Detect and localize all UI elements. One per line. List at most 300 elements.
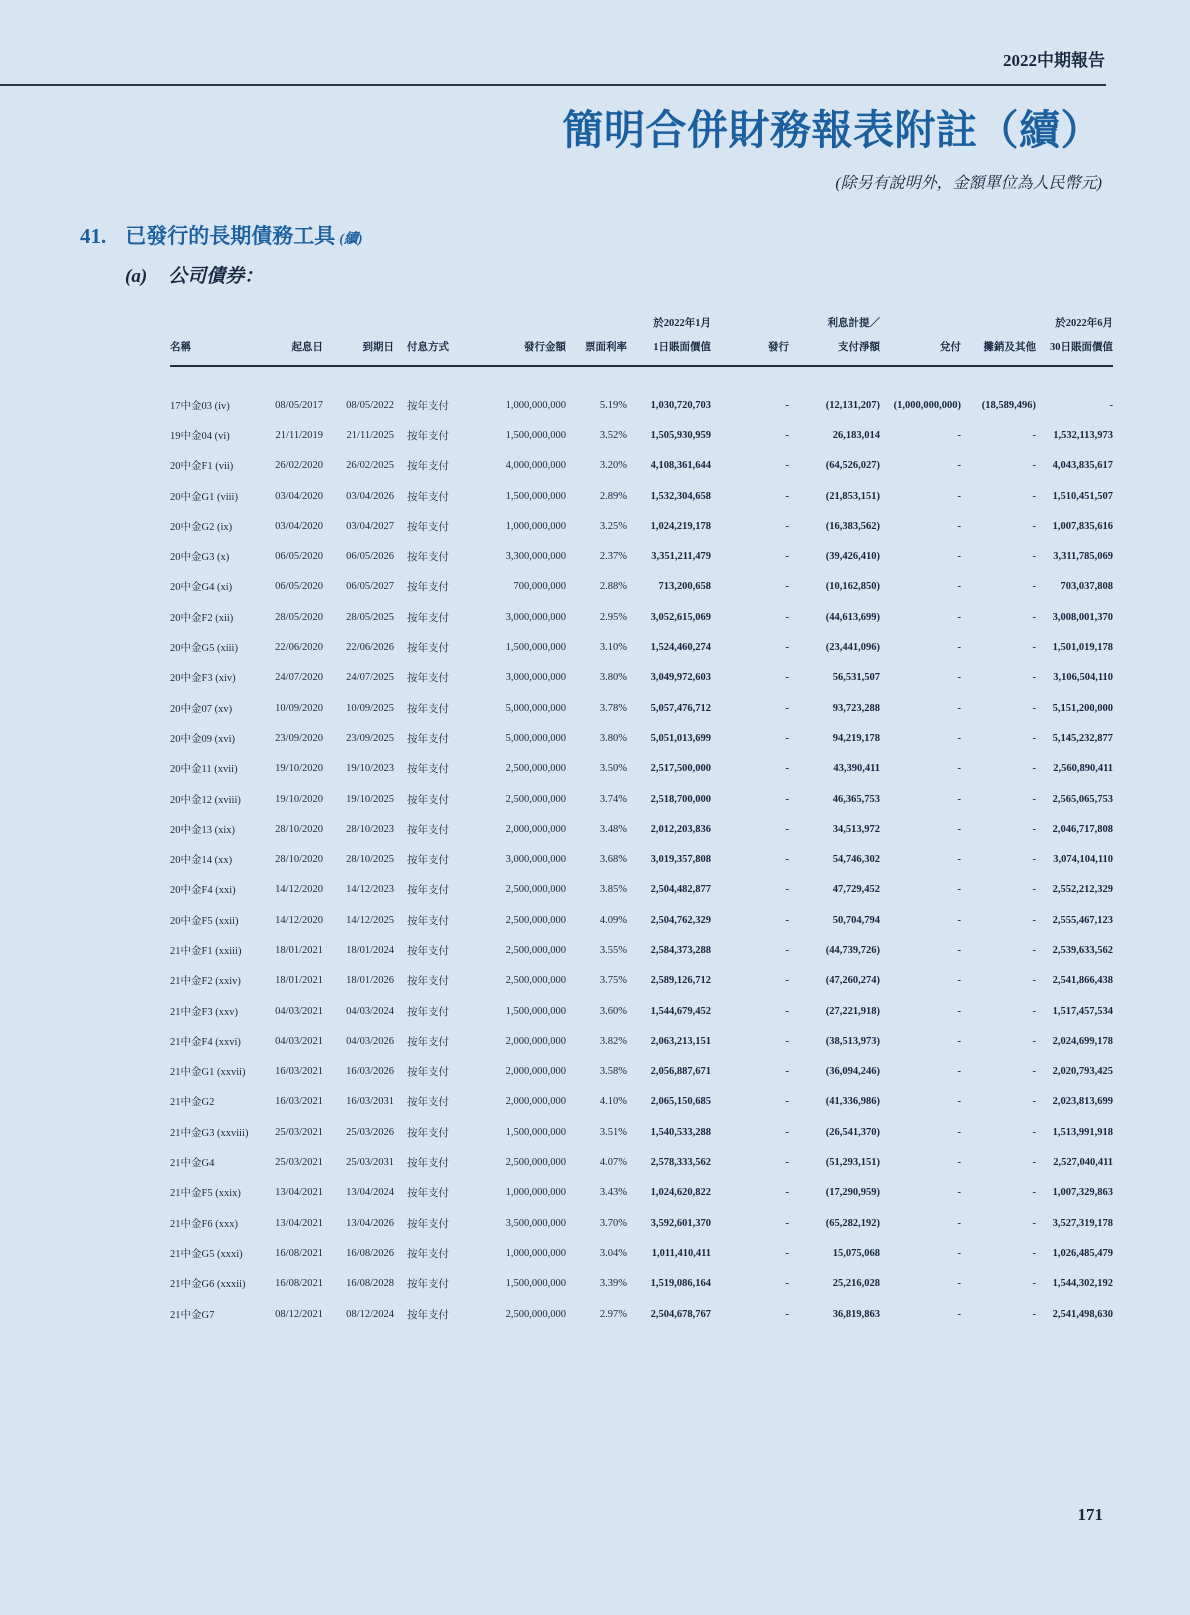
table-cell-name: 20中金G1 (viii) bbox=[170, 491, 238, 503]
table-cell-issued: - bbox=[785, 520, 789, 532]
subsection-label: (a) bbox=[125, 266, 148, 287]
table-cell-interest-net: 43,390,411 bbox=[833, 763, 880, 775]
table-cell-carrying-jan1: 1,544,679,452 bbox=[650, 1005, 711, 1017]
table-cell-redemption: - bbox=[957, 551, 961, 563]
table-cell-maturity-date: 24/07/2025 bbox=[346, 672, 394, 684]
table-row bbox=[170, 754, 1113, 784]
table-cell-carrying-jan1: 2,063,213,151 bbox=[650, 1035, 711, 1047]
table-cell-coupon-rate: 2.89% bbox=[599, 490, 627, 502]
table-cell-carrying-jun30: 2,024,699,178 bbox=[1052, 1035, 1113, 1047]
table-cell-coupon-rate: 3.85% bbox=[599, 884, 627, 896]
table-cell-interest-net: (27,221,918) bbox=[825, 1005, 880, 1017]
table-cell-start-date: 06/05/2020 bbox=[275, 581, 323, 593]
table-cell-carrying-jun30: 2,020,793,425 bbox=[1052, 1066, 1113, 1078]
table-cell-amortisation: - bbox=[1032, 460, 1036, 472]
table-cell-issued: - bbox=[785, 642, 789, 654]
page-number: 171 bbox=[1077, 1505, 1103, 1524]
table-cell-issued: - bbox=[785, 1187, 789, 1199]
table-cell-coupon-rate: 4.10% bbox=[599, 1096, 627, 1108]
table-cell-payment-method: 按年支付 bbox=[407, 945, 449, 957]
table-cell-name: 20中金14 (xx) bbox=[170, 855, 233, 867]
table-cell-interest-net: 15,075,068 bbox=[832, 1247, 880, 1259]
section-number: 41. bbox=[80, 224, 107, 248]
table-cell-issued: - bbox=[785, 551, 789, 563]
column-header-name: 名稱 bbox=[170, 312, 250, 366]
column-header-amortisation: 攤銷及其他 bbox=[961, 312, 1036, 366]
table-cell-issue-amount: 2,000,000,000 bbox=[505, 1066, 566, 1078]
table-cell-coupon-rate: 3.74% bbox=[599, 793, 627, 805]
table-cell-start-date: 23/09/2020 bbox=[275, 732, 323, 744]
table-cell-coupon-rate: 3.51% bbox=[599, 1126, 627, 1138]
table-cell-issue-amount: 1,500,000,000 bbox=[505, 642, 566, 654]
table-cell-start-date: 21/11/2019 bbox=[275, 429, 323, 441]
table-cell-payment-method: 按年支付 bbox=[407, 1036, 449, 1048]
table-cell-issued: - bbox=[785, 793, 789, 805]
page-title: 簡明合併財務報表附註（續） bbox=[562, 107, 1102, 153]
table-cell-amortisation: - bbox=[1032, 1308, 1036, 1320]
table-cell-payment-method: 按年支付 bbox=[407, 1309, 449, 1321]
table-cell-issued: - bbox=[785, 823, 789, 835]
table-cell-coupon-rate: 5.19% bbox=[599, 399, 627, 411]
table-cell-payment-method: 按年支付 bbox=[407, 612, 449, 624]
table-cell-carrying-jun30: 4,043,835,617 bbox=[1052, 460, 1113, 472]
table-cell-maturity-date: 16/08/2028 bbox=[346, 1278, 394, 1290]
table-cell-interest-net: 47,729,452 bbox=[832, 884, 880, 896]
table-cell-interest-net: (65,282,192) bbox=[825, 1217, 880, 1229]
table-cell-amortisation: - bbox=[1032, 1157, 1036, 1169]
table-row bbox=[170, 663, 1113, 693]
table-cell-issued: - bbox=[785, 1308, 789, 1320]
table-cell-redemption: - bbox=[957, 581, 961, 593]
table-cell-amortisation: - bbox=[1032, 914, 1036, 926]
table-cell-name: 21中金G5 (xxxi) bbox=[170, 1248, 243, 1260]
table-cell-issue-amount: 700,000,000 bbox=[513, 581, 566, 593]
table-cell-name: 20中金G2 (ix) bbox=[170, 521, 233, 533]
table-header bbox=[170, 312, 1113, 366]
table-cell-issued: - bbox=[785, 884, 789, 896]
table-cell-interest-net: (36,094,246) bbox=[825, 1066, 880, 1078]
table-row bbox=[170, 693, 1113, 723]
table-cell-amortisation: - bbox=[1032, 732, 1036, 744]
table-cell-maturity-date: 03/04/2026 bbox=[346, 490, 394, 502]
table-cell-payment-method: 按年支付 bbox=[407, 1006, 449, 1018]
table-cell-carrying-jan1: 713,200,658 bbox=[658, 581, 711, 593]
table-cell-carrying-jun30: 1,007,329,863 bbox=[1052, 1187, 1113, 1199]
table-cell-issued: - bbox=[785, 854, 789, 866]
table-cell-carrying-jan1: 4,108,361,644 bbox=[650, 460, 711, 472]
table-cell-maturity-date: 25/03/2031 bbox=[346, 1157, 394, 1169]
table-cell-interest-net: (16,383,562) bbox=[825, 520, 880, 532]
table-cell-payment-method: 按年支付 bbox=[407, 915, 449, 927]
table-cell-maturity-date: 13/04/2026 bbox=[346, 1217, 394, 1229]
column-header-maturity-date: 到期日 bbox=[323, 312, 394, 366]
table-cell-redemption: - bbox=[957, 702, 961, 714]
table-cell-maturity-date: 28/10/2023 bbox=[346, 823, 394, 835]
table-cell-payment-method: 按年支付 bbox=[407, 1158, 449, 1170]
table-cell-redemption: - bbox=[957, 1187, 961, 1199]
table-cell-carrying-jan1: 1,532,304,658 bbox=[650, 490, 711, 502]
table-cell-amortisation: - bbox=[1032, 611, 1036, 623]
table-cell-interest-net: 50,704,794 bbox=[832, 914, 880, 926]
table-cell-carrying-jun30: 3,527,319,178 bbox=[1052, 1217, 1113, 1229]
table-cell-redemption: - bbox=[957, 611, 961, 623]
table-cell-name: 20中金G3 (x) bbox=[170, 552, 230, 564]
table-row bbox=[170, 723, 1113, 753]
table-cell-redemption: - bbox=[957, 1247, 961, 1259]
table-cell-redemption: - bbox=[957, 944, 961, 956]
table-cell-carrying-jan1: 2,504,762,329 bbox=[650, 914, 711, 926]
table-cell-start-date: 14/12/2020 bbox=[275, 914, 323, 926]
table-cell-payment-method: 按年支付 bbox=[407, 794, 449, 806]
table-row bbox=[170, 1238, 1113, 1268]
table-cell-amortisation: - bbox=[1032, 551, 1036, 563]
table-cell-carrying-jan1: 1,540,533,288 bbox=[650, 1126, 711, 1138]
table-cell-coupon-rate: 3.58% bbox=[599, 1066, 627, 1078]
table-cell-payment-method: 按年支付 bbox=[407, 643, 449, 655]
table-row bbox=[170, 1178, 1113, 1208]
table-cell-interest-net: (64,526,027) bbox=[825, 460, 880, 472]
table-cell-carrying-jan1: 5,057,476,712 bbox=[650, 702, 711, 714]
table-cell-amortisation: - bbox=[1032, 672, 1036, 684]
table-cell-amortisation: - bbox=[1032, 1247, 1036, 1259]
table-cell-issue-amount: 1,500,000,000 bbox=[505, 1126, 566, 1138]
table-cell-coupon-rate: 4.07% bbox=[599, 1157, 627, 1169]
table-cell-coupon-rate: 3.52% bbox=[599, 429, 627, 441]
table-cell-interest-net: 25,216,028 bbox=[832, 1278, 880, 1290]
table-cell-coupon-rate: 3.10% bbox=[599, 642, 627, 654]
table-cell-payment-method: 按年支付 bbox=[407, 521, 449, 533]
table-cell-interest-net: (44,613,699) bbox=[825, 611, 880, 623]
table-cell-coupon-rate: 3.75% bbox=[599, 975, 627, 987]
table-cell-maturity-date: 14/12/2023 bbox=[346, 884, 394, 896]
table-cell-start-date: 19/10/2020 bbox=[275, 763, 323, 775]
table-cell-start-date: 28/10/2020 bbox=[275, 823, 323, 835]
table-cell-amortisation: - bbox=[1032, 642, 1036, 654]
table-row bbox=[170, 632, 1113, 662]
table-cell-coupon-rate: 3.20% bbox=[599, 460, 627, 472]
table-cell-name: 21中金G3 (xxviii) bbox=[170, 1127, 249, 1139]
table-cell-interest-net: (51,293,151) bbox=[825, 1157, 880, 1169]
table-cell-payment-method: 按年支付 bbox=[407, 582, 449, 594]
table-cell-coupon-rate: 3.78% bbox=[599, 702, 627, 714]
table-cell-carrying-jun30: 2,552,212,329 bbox=[1052, 884, 1113, 896]
table-cell-name: 20中金07 (xv) bbox=[170, 703, 233, 715]
table-cell-interest-net: (38,513,973) bbox=[825, 1035, 880, 1047]
table-cell-maturity-date: 16/03/2026 bbox=[346, 1066, 394, 1078]
table-cell-interest-net: (41,336,986) bbox=[825, 1096, 880, 1108]
table-cell-issue-amount: 2,500,000,000 bbox=[505, 763, 566, 775]
table-cell-interest-net: 54,746,302 bbox=[832, 854, 880, 866]
table-cell-issue-amount: 2,000,000,000 bbox=[505, 1035, 566, 1047]
table-cell-carrying-jun30: 1,544,302,192 bbox=[1052, 1278, 1113, 1290]
table-cell-payment-method: 按年支付 bbox=[407, 733, 449, 745]
table-cell-issue-amount: 2,500,000,000 bbox=[505, 1157, 566, 1169]
table-cell-name: 20中金11 (xvii) bbox=[170, 764, 238, 776]
header-divider bbox=[0, 84, 1106, 86]
table-cell-issue-amount: 3,300,000,000 bbox=[505, 551, 566, 563]
table-cell-payment-method: 按年支付 bbox=[407, 1097, 449, 1109]
table-cell-issue-amount: 1,500,000,000 bbox=[505, 429, 566, 441]
table-cell-amortisation: - bbox=[1032, 1278, 1036, 1290]
table-cell-start-date: 19/10/2020 bbox=[275, 793, 323, 805]
table-cell-amortisation: - bbox=[1032, 490, 1036, 502]
table-cell-issued: - bbox=[785, 490, 789, 502]
table-cell-coupon-rate: 4.09% bbox=[599, 914, 627, 926]
table-cell-carrying-jan1: 1,524,460,274 bbox=[650, 642, 711, 654]
table-row bbox=[170, 511, 1113, 541]
table-cell-carrying-jun30: 1,532,113,973 bbox=[1053, 429, 1113, 441]
table-cell-coupon-rate: 3.80% bbox=[599, 732, 627, 744]
table-cell-name: 20中金F5 (xxii) bbox=[170, 915, 239, 927]
table-cell-payment-method: 按年支付 bbox=[407, 1248, 449, 1260]
table-cell-redemption: - bbox=[957, 884, 961, 896]
table-cell-issue-amount: 2,500,000,000 bbox=[505, 884, 566, 896]
table-cell-carrying-jan1: 1,505,930,959 bbox=[650, 429, 711, 441]
table-cell-amortisation: (18,589,496) bbox=[981, 399, 1036, 411]
table-cell-issue-amount: 2,500,000,000 bbox=[505, 975, 566, 987]
table-cell-payment-method: 按年支付 bbox=[407, 400, 449, 412]
table-cell-issued: - bbox=[785, 1157, 789, 1169]
subsection-heading bbox=[125, 261, 263, 288]
table-cell-coupon-rate: 2.97% bbox=[599, 1308, 627, 1320]
table-cell-start-date: 08/12/2021 bbox=[275, 1308, 323, 1320]
table-cell-carrying-jun30: 2,527,040,411 bbox=[1053, 1157, 1113, 1169]
table-cell-issued: - bbox=[785, 1278, 789, 1290]
table-row bbox=[170, 541, 1113, 571]
table-cell-start-date: 28/05/2020 bbox=[275, 611, 323, 623]
table-cell-coupon-rate: 3.68% bbox=[599, 854, 627, 866]
column-header-carrying-jun30: 於2022年6月 30日賬面價值 bbox=[1036, 312, 1113, 366]
table-cell-issue-amount: 2,000,000,000 bbox=[505, 1096, 566, 1108]
table-cell-redemption: - bbox=[957, 763, 961, 775]
table-cell-interest-net: (26,541,370) bbox=[825, 1126, 880, 1138]
table-cell-payment-method: 按年支付 bbox=[407, 824, 449, 836]
table-cell-coupon-rate: 3.04% bbox=[599, 1247, 627, 1259]
table-cell-carrying-jan1: 5,051,013,699 bbox=[650, 732, 711, 744]
table-cell-start-date: 13/04/2021 bbox=[275, 1217, 323, 1229]
table-cell-coupon-rate: 3.43% bbox=[599, 1187, 627, 1199]
table-cell-name: 20中金G5 (xiii) bbox=[170, 643, 238, 655]
table-cell-coupon-rate: 3.82% bbox=[599, 1035, 627, 1047]
table-row bbox=[170, 481, 1113, 511]
table-cell-coupon-rate: 3.70% bbox=[599, 1217, 627, 1229]
table-cell-issue-amount: 2,500,000,000 bbox=[505, 1308, 566, 1320]
table-row bbox=[170, 451, 1113, 481]
table-cell-carrying-jan1: 2,065,150,685 bbox=[650, 1096, 711, 1108]
table-cell-redemption: - bbox=[957, 1066, 961, 1078]
table-cell-start-date: 14/12/2020 bbox=[275, 884, 323, 896]
table-cell-amortisation: - bbox=[1032, 823, 1036, 835]
report-edition-label: 2022中期報告 bbox=[1003, 51, 1105, 70]
table-cell-payment-method: 按年支付 bbox=[407, 976, 449, 988]
table-row bbox=[170, 366, 1113, 420]
table-row bbox=[170, 905, 1113, 935]
table-cell-carrying-jun30: 1,513,991,918 bbox=[1052, 1126, 1113, 1138]
table-cell-carrying-jun30: 1,517,457,534 bbox=[1052, 1005, 1113, 1017]
table-cell-interest-net: (23,441,096) bbox=[825, 642, 880, 654]
table-cell-carrying-jun30: 1,510,451,507 bbox=[1052, 490, 1113, 502]
table-cell-issue-amount: 5,000,000,000 bbox=[505, 702, 566, 714]
table-row bbox=[170, 784, 1113, 814]
table-cell-name: 21中金G2 bbox=[170, 1097, 215, 1109]
table-cell-carrying-jun30: 2,023,813,699 bbox=[1052, 1096, 1113, 1108]
table-cell-carrying-jan1: 1,024,219,178 bbox=[650, 520, 711, 532]
table-cell-maturity-date: 18/01/2024 bbox=[346, 944, 394, 956]
table-cell-carrying-jan1: 2,518,700,000 bbox=[650, 793, 711, 805]
table-cell-amortisation: - bbox=[1032, 1126, 1036, 1138]
column-header-redemption: 兌付 bbox=[880, 312, 961, 366]
table-cell-maturity-date: 25/03/2026 bbox=[346, 1126, 394, 1138]
table-cell-maturity-date: 03/04/2027 bbox=[346, 520, 394, 532]
table-cell-start-date: 08/05/2017 bbox=[275, 399, 323, 411]
table-cell-name: 20中金F2 (xii) bbox=[170, 612, 234, 624]
table-cell-maturity-date: 08/12/2024 bbox=[346, 1308, 394, 1320]
table-cell-payment-method: 按年支付 bbox=[407, 1279, 449, 1291]
table-body bbox=[170, 366, 1113, 1329]
table-cell-coupon-rate: 2.95% bbox=[599, 611, 627, 623]
table-cell-redemption: - bbox=[957, 1157, 961, 1169]
table-cell-issued: - bbox=[785, 702, 789, 714]
table-cell-carrying-jun30: 2,565,065,753 bbox=[1052, 793, 1113, 805]
table-cell-name: 20中金09 (xvi) bbox=[170, 733, 236, 745]
table-cell-carrying-jan1: 2,504,678,767 bbox=[650, 1308, 711, 1320]
table-cell-carrying-jan1: 2,584,373,288 bbox=[650, 944, 711, 956]
table-cell-carrying-jan1: 3,049,972,603 bbox=[650, 672, 711, 684]
table-cell-redemption: - bbox=[957, 823, 961, 835]
table-cell-interest-net: 34,513,972 bbox=[832, 823, 880, 835]
table-cell-maturity-date: 22/06/2026 bbox=[346, 642, 394, 654]
table-cell-issue-amount: 2,000,000,000 bbox=[505, 823, 566, 835]
table-cell-amortisation: - bbox=[1032, 581, 1036, 593]
table-cell-start-date: 18/01/2021 bbox=[275, 944, 323, 956]
table-cell-redemption: - bbox=[957, 1035, 961, 1047]
table-cell-name: 20中金F4 (xxi) bbox=[170, 885, 236, 897]
subsection-title: 公司債券： bbox=[168, 266, 264, 287]
table-row bbox=[170, 966, 1113, 996]
table-row bbox=[170, 572, 1113, 602]
column-header-issued: 發行 bbox=[711, 312, 789, 366]
table-cell-issued: - bbox=[785, 1035, 789, 1047]
table-cell-issued: - bbox=[785, 429, 789, 441]
table-cell-amortisation: - bbox=[1032, 854, 1036, 866]
table-cell-carrying-jun30: 3,074,104,110 bbox=[1053, 854, 1113, 866]
table-cell-issue-amount: 1,500,000,000 bbox=[505, 490, 566, 502]
table-cell-issue-amount: 5,000,000,000 bbox=[505, 732, 566, 744]
table-cell-amortisation: - bbox=[1032, 975, 1036, 987]
table-row bbox=[170, 1269, 1113, 1299]
table-cell-issue-amount: 3,000,000,000 bbox=[505, 611, 566, 623]
column-header-payment-method: 付息方式 bbox=[394, 312, 474, 366]
table-cell-carrying-jun30: 2,560,890,411 bbox=[1053, 763, 1113, 775]
table-cell-maturity-date: 04/03/2026 bbox=[346, 1035, 394, 1047]
table-cell-issued: - bbox=[785, 399, 789, 411]
table-cell-redemption: - bbox=[957, 914, 961, 926]
table-cell-coupon-rate: 3.25% bbox=[599, 520, 627, 532]
table-cell-issued: - bbox=[785, 975, 789, 987]
table-cell-issued: - bbox=[785, 460, 789, 472]
table-cell-amortisation: - bbox=[1032, 763, 1036, 775]
table-cell-amortisation: - bbox=[1032, 1066, 1036, 1078]
table-cell-redemption: - bbox=[957, 1096, 961, 1108]
table-cell-issue-amount: 2,500,000,000 bbox=[505, 793, 566, 805]
table-cell-interest-net: 36,819,863 bbox=[832, 1308, 880, 1320]
table-cell-redemption: - bbox=[957, 1005, 961, 1017]
table-cell-carrying-jan1: 2,517,500,000 bbox=[650, 763, 711, 775]
table-cell-interest-net: 26,183,014 bbox=[832, 429, 880, 441]
table-cell-interest-net: (17,290,959) bbox=[825, 1187, 880, 1199]
table-cell-name: 20中金G4 (xi) bbox=[170, 582, 233, 594]
table-cell-maturity-date: 06/05/2026 bbox=[346, 551, 394, 563]
table-cell-amortisation: - bbox=[1032, 1096, 1036, 1108]
table-cell-start-date: 16/08/2021 bbox=[275, 1278, 323, 1290]
table-row bbox=[170, 602, 1113, 632]
table-cell-amortisation: - bbox=[1032, 1005, 1036, 1017]
table-cell-coupon-rate: 3.48% bbox=[599, 823, 627, 835]
table-cell-interest-net: 93,723,288 bbox=[832, 702, 880, 714]
table-cell-issued: - bbox=[785, 1247, 789, 1259]
table-cell-name: 20中金F3 (xiv) bbox=[170, 673, 236, 685]
table-cell-issued: - bbox=[785, 1066, 789, 1078]
table-cell-redemption: - bbox=[957, 975, 961, 987]
table-cell-issued: - bbox=[785, 1126, 789, 1138]
table-cell-amortisation: - bbox=[1032, 793, 1036, 805]
table-cell-redemption: - bbox=[957, 642, 961, 654]
table-cell-carrying-jun30: 2,541,498,630 bbox=[1052, 1308, 1113, 1320]
table-cell-carrying-jun30: 1,501,019,178 bbox=[1052, 642, 1113, 654]
table-cell-name: 20中金F1 (vii) bbox=[170, 461, 234, 473]
table-cell-payment-method: 按年支付 bbox=[407, 673, 449, 685]
table-cell-maturity-date: 28/05/2025 bbox=[346, 611, 394, 623]
table-cell-redemption: - bbox=[957, 854, 961, 866]
table-cell-redemption: - bbox=[957, 520, 961, 532]
table-cell-name: 21中金F1 (xxiii) bbox=[170, 945, 242, 957]
table-row bbox=[170, 875, 1113, 905]
table-cell-carrying-jun30: 1,007,835,616 bbox=[1052, 520, 1113, 532]
table-cell-start-date: 28/10/2020 bbox=[275, 854, 323, 866]
table-cell-coupon-rate: 2.88% bbox=[599, 581, 627, 593]
table-cell-payment-method: 按年支付 bbox=[407, 1188, 449, 1200]
table-cell-carrying-jun30: 1,026,485,479 bbox=[1052, 1247, 1113, 1259]
section-title: 已發行的長期債務工具 bbox=[125, 224, 336, 248]
column-header-interest-net: 利息計提／ 支付淨額 bbox=[789, 312, 880, 366]
table-cell-carrying-jun30: - bbox=[1109, 399, 1113, 411]
table-cell-start-date: 25/03/2021 bbox=[275, 1126, 323, 1138]
table-cell-issue-amount: 1,500,000,000 bbox=[505, 1005, 566, 1017]
table-cell-interest-net: (21,853,151) bbox=[825, 490, 880, 502]
table-cell-start-date: 13/04/2021 bbox=[275, 1187, 323, 1199]
table-row bbox=[170, 814, 1113, 844]
table-cell-carrying-jan1: 1,030,720,703 bbox=[650, 399, 711, 411]
currency-note: (除另有說明外，金額單位為人民幣元) bbox=[835, 175, 1102, 192]
table-cell-maturity-date: 23/09/2025 bbox=[346, 732, 394, 744]
table-cell-amortisation: - bbox=[1032, 1035, 1036, 1047]
table-cell-carrying-jan1: 3,019,357,808 bbox=[650, 854, 711, 866]
table-cell-name: 20中金12 (xviii) bbox=[170, 794, 241, 806]
table-cell-amortisation: - bbox=[1032, 1217, 1036, 1229]
table-cell-name: 17中金03 (iv) bbox=[170, 400, 230, 412]
table-cell-redemption: - bbox=[957, 1126, 961, 1138]
table-cell-issued: - bbox=[785, 914, 789, 926]
table-cell-issued: - bbox=[785, 1217, 789, 1229]
table-cell-interest-net: (10,162,850) bbox=[825, 581, 880, 593]
table-cell-maturity-date: 16/03/2031 bbox=[346, 1096, 394, 1108]
table-row bbox=[170, 935, 1113, 965]
table-cell-issue-amount: 1,000,000,000 bbox=[505, 520, 566, 532]
table-cell-name: 21中金F3 (xxv) bbox=[170, 1006, 238, 1018]
table-cell-interest-net: 46,365,753 bbox=[832, 793, 880, 805]
table-row bbox=[170, 1208, 1113, 1238]
table-cell-carrying-jan1: 2,589,126,712 bbox=[650, 975, 711, 987]
